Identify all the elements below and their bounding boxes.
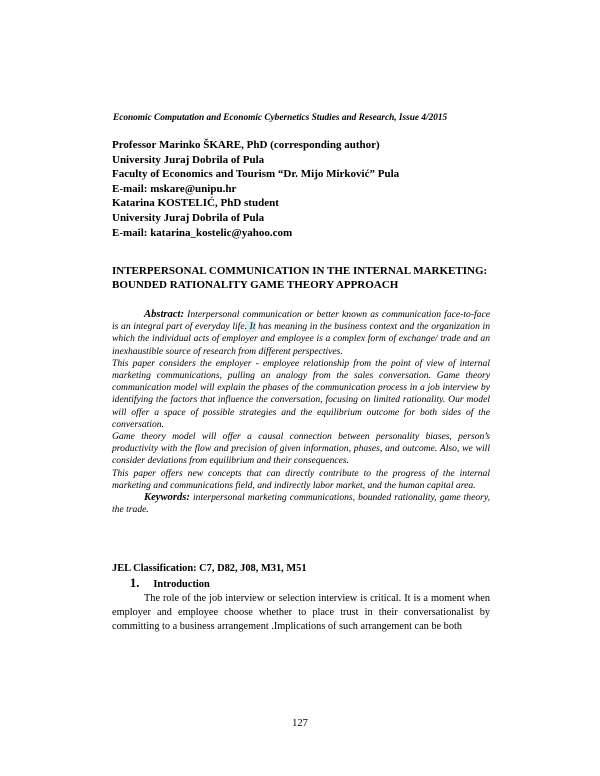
abstract-label: Abstract:: [144, 309, 185, 320]
author-line: Katarina KOSTELIĆ, PhD student: [112, 197, 279, 210]
keywords: [112, 492, 490, 516]
page-number: 127: [292, 718, 308, 729]
section-number: 1.: [130, 576, 140, 590]
keywords-text: interpersonal marketing communications, bounded rationality, game theory, the trade.: [112, 492, 490, 516]
body-paragraph: The role of the job interview or selection interview is critical. It is a moment when employer and employee choose whether to place trust in their conversationalist by committing to a business arrangement .Implications of such arrangement can be both: [112, 593, 490, 633]
author-block: [112, 138, 492, 240]
abstract-paragraph: [112, 309, 490, 358]
author-line: Professor Marinko ŠKARE, PhD (corresponding author): [112, 139, 380, 151]
author-email: E-mail: katarina_kostelic@yahoo.com: [112, 226, 293, 239]
author-line: University Juraj Dobrila of Pula: [112, 211, 265, 224]
abstract-paragraph: This paper offers new concepts that can directly contribute to the progress of the internal marketing and communications field, and indirectly labor market, and the human capital area.: [112, 467, 490, 491]
section-heading: [130, 576, 430, 591]
author-line: Faculty of Economics and Tourism “Dr. Mijo Mirković” Pula: [112, 168, 400, 181]
abstract-text: Interpersonal communication or better known as communication face-to-face is an integral part of everyday life: [112, 309, 490, 333]
journal-header: Economic Computation and Economic Cybernetics Studies and Research, Issue 4/2015: [113, 113, 448, 123]
keywords-label: Keywords:: [144, 492, 190, 504]
jel-classification: JEL Classification: C7, D82, J08, M31, M51: [112, 563, 307, 574]
text-highlight: . It: [244, 321, 256, 333]
author-email: E-mail: mskare@unipu.hr: [112, 182, 237, 195]
author-line: University Juraj Dobrila of Pula: [112, 153, 265, 166]
abstract-paragraph: Game theory model will offer a causal connection between personality biases, person’s productivity with the flow and precision of given information, phases, and outcome. Also, we will consider deviations from equilibrium and their consequences.: [112, 431, 490, 467]
paper-title: INTERPERSONAL COMMUNICATION IN THE INTERNAL MARKETING: BOUNDED RATIONALITY GAME THEORY APPROACH: [112, 265, 488, 291]
abstract-paragraph: This paper considers the employer - employee relationship from the point of view of internal marketing communications, pulling an analogy from the sales conversation. Game theory communication model will explain the phases of the communication process in a job interview by identifying the factors that influence the conversation, focusing on limited rationality. Our model will offer a space of possible strategies and the equilibrium outcome for both sides of the conversation.: [112, 357, 490, 430]
introduction-body: [112, 592, 490, 635]
abstract: [112, 309, 490, 516]
section-title: Introduction: [153, 579, 210, 590]
abstract-text: has meaning in the business context and the organization in which the individual acts of employer and employee is a complex form of exchange/ trade and an inexhaustible source of research from different perspectives.: [112, 321, 490, 357]
